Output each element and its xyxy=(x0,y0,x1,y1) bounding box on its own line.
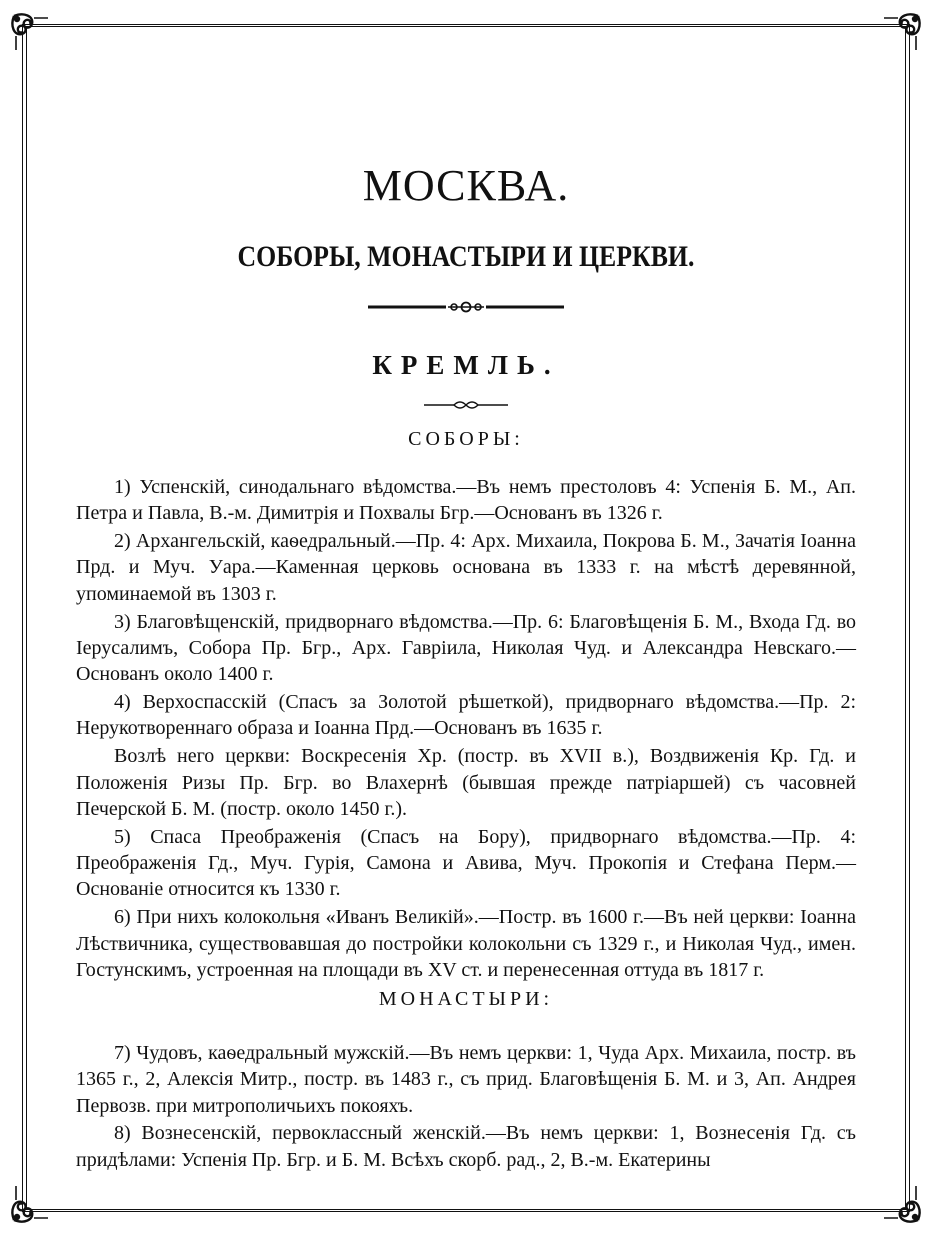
paragraph: 4) Верхоспасскiй (Спасъ за Золотой рѣшеткой), придворнаго вѣдомства.—Пр. 2: Нерукотвореннаго образа и Iоанна Прд.—Основанъ въ 1635 г. xyxy=(76,691,856,740)
paragraph: 1) Успенскiй, синодальнаго вѣдомства.—Въ немъ престоловъ 4: Успенiя Б. М., Ап. Петра и Павла, В.-м. Димитрiя и Похвалы Бгр.—Основанъ въ 1326 г. xyxy=(76,476,856,525)
page-subtitle: СОБОРЫ, МОНАСТЫРИ И ЦЕРКВИ. xyxy=(237,240,695,273)
fleuron-corner-icon xyxy=(8,10,52,54)
paragraph: 2) Архангельскiй, каѳедральный.—Пр. 4: Арх. Михаила, Покрова Б. М., Зачатiя Iоанна Прд. и Муч. Уара.—Каменная церковь основана въ 1333 г. на мѣстѣ деревянной, упоминаемой въ 1303 г. xyxy=(76,530,856,605)
fleuron-corner-icon xyxy=(880,1182,924,1226)
ornamental-rule-icon xyxy=(368,300,564,314)
subsection-heading-monastyri: МОНАСТЫРИ: xyxy=(378,988,554,1010)
paragraph: 7) Чудовъ, каѳедральный мужскiй.—Въ немъ церкви: 1, Чуда Арх. Михаила, постр. въ 1365 г., 2, Алексiя Митр., постр. въ 1483 г., съ прид. Благовѣщенiя Б. М. и 3, Ап. Андрея Первозв. при митрополичьихъ покояхъ. xyxy=(76,1042,856,1117)
section-heading: КРЕМЛЬ. xyxy=(372,350,560,380)
page-title: МОСКВА. xyxy=(362,161,570,210)
sobory-list xyxy=(76,474,856,985)
paragraph: 8) Вознесенскiй, первоклассный женскiй.—Въ немъ церкви: 1, Вознесенiя Гд. съ придѣлами: Успенiя Пр. Бгр. и Б. М. Всѣхъ скорб. рад., 2, В.-м. Екатерины xyxy=(76,1122,856,1171)
paragraph: 6) При нихъ колокольня «Иванъ Великiй».—Постр. въ 1600 г.—Въ ней церкви: Iоанна Лѣствичника, существовавшая до постройки колокольни съ 1329 г., и Николая Чуд., имен. Гостунскимъ, устроенная на площади въ XV ст. и перенесенная оттуда въ 1817 г. xyxy=(76,906,856,981)
subsection-heading-sobory: СОБОРЫ: xyxy=(408,428,524,450)
monastyri-list xyxy=(76,1040,856,1175)
ornamental-rule-icon xyxy=(424,400,508,410)
paragraph: Возлѣ него церкви: Воскресенiя Хр. (постр. въ XVII в.), Воздвиженiя Кр. Гд. и Положенiя Ризы Пр. Бгр. во Влахернѣ (бывшая прежде патрiаршей) съ часовней Печерской Б. М. (постр. около 1450 г.). xyxy=(76,745,856,820)
fleuron-corner-icon xyxy=(880,10,924,54)
paragraph: 5) Спаса Преображенiя (Спасъ на Бору), придворнаго вѣдомства.—Пр. 4: Преображенiя Гд., Муч. Гурiя, Самона и Авива, Муч. Прокопiя и Стефана Перм.—Основанiе относится къ 1330 г. xyxy=(76,825,856,901)
fleuron-corner-icon xyxy=(8,1182,52,1226)
paragraph: 3) Благовѣщенскiй, придворнаго вѣдомства.—Пр. 6: Благовѣщенiя Б. М., Входа Гд. во Iерусалимъ, Собора Пр. Бгр., Арх. Гаврiила, Николая Чуд. и Александра Невскаго.—Основанъ около 1400 г. xyxy=(76,610,856,686)
